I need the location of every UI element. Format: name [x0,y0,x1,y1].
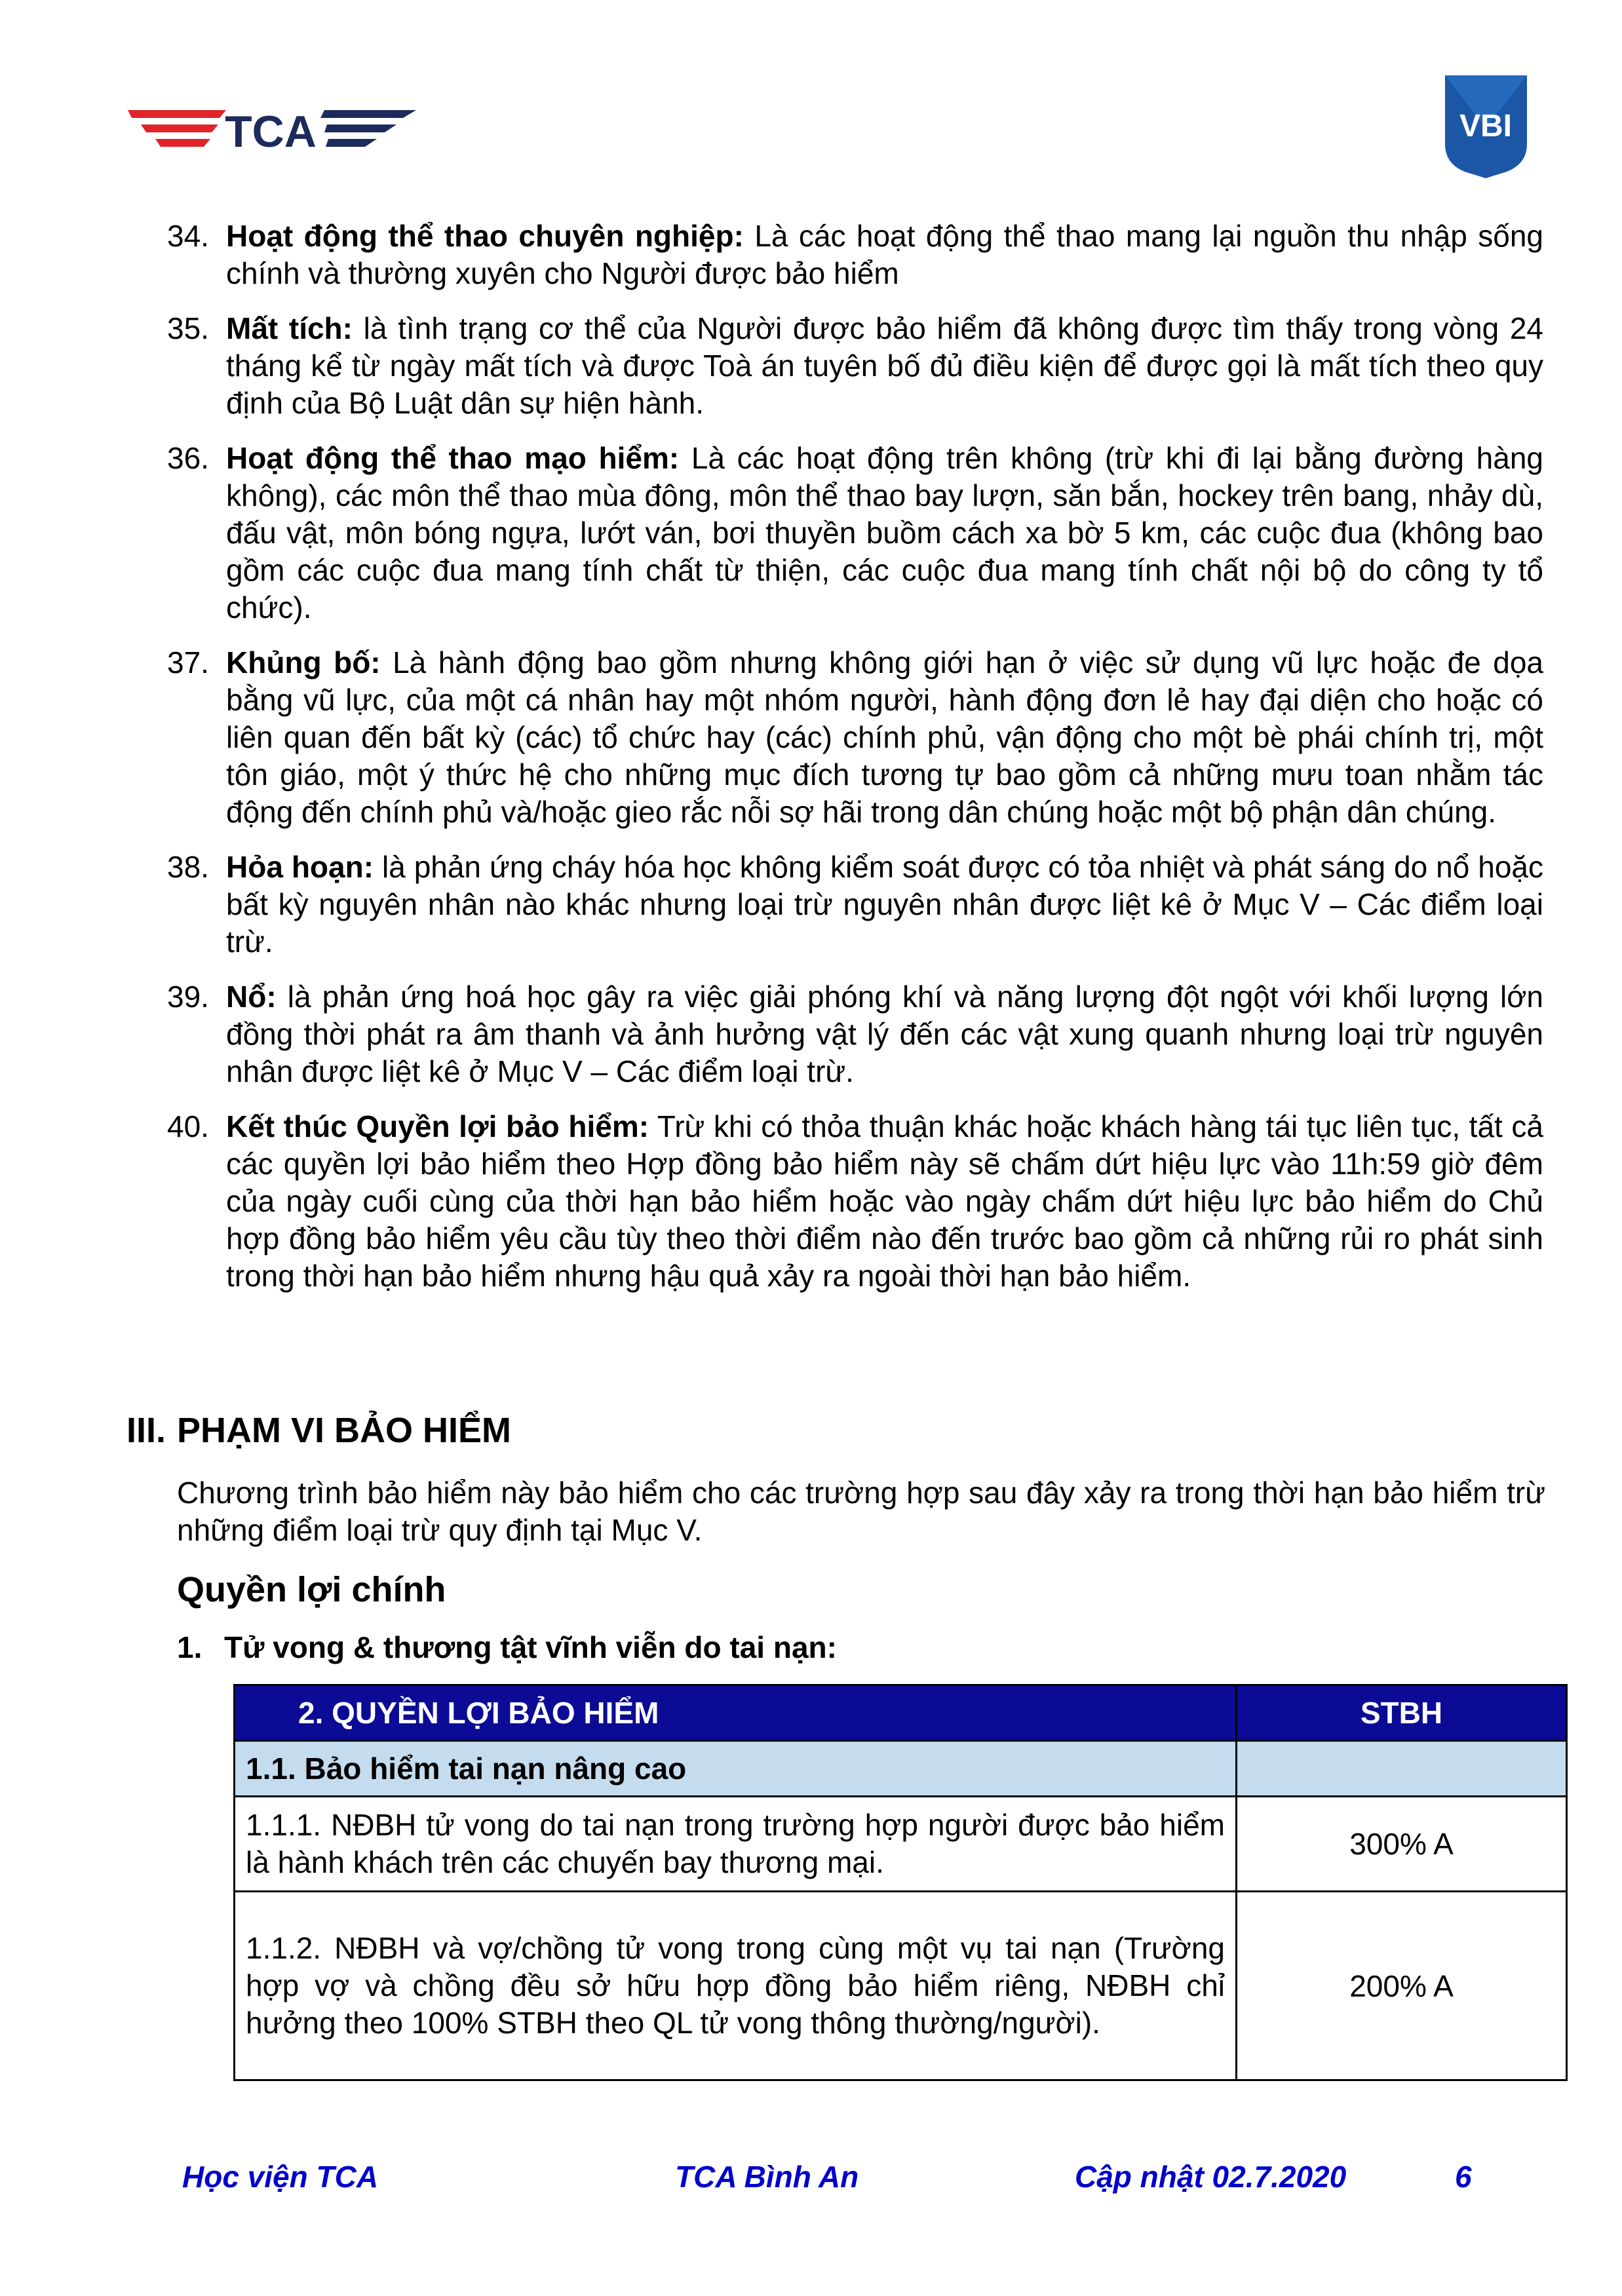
table-cell-desc: 1.1.2. NĐBH và vợ/chồng tử vong trong cùng một vụ tai nạn (Trường hợp vợ và chồng đều sở hữu hợp đồng bảo hiểm riêng, NĐBH chỉ hưởng theo 100% STBH theo QL tử vong thông thường/người). [235,1892,1237,2080]
item-heading [177,1630,837,1665]
subheading: Quyền lợi chính [177,1570,446,1609]
definition-term: Nổ: [226,980,277,1014]
definition-text: là phản ứng hoá học gây ra việc giải phóng khí và năng lượng đột ngột với khối lượng lớn đồng thời phát ra âm thanh và ảnh hưởng vật lý đến các vật xung quanh nhưng loại trừ nguyên nhân được liệt kê ở Mục V – Các điểm loại trừ. [226,980,1543,1088]
definition-item [167,310,1543,422]
section-intro: Chương trình bảo hiểm này bảo hiểm cho các trường hợp sau đây xảy ra trong thời hạn bảo hiểm trừ những điểm loại trừ quy định tại Mục V. [177,1476,1545,1547]
page-footer [0,2159,1622,2198]
definition-term: Mất tích: [226,311,353,345]
table-row [235,1892,1567,2080]
section-number: III. [126,1411,166,1450]
definition-term: Hoạt động thể thao chuyên nghiệp: [226,219,744,253]
definition-text: Là hành động bao gồm nhưng không giới hạn ở việc sử dụng vũ lực hoặc đe dọa bằng vũ lực, của một cá nhân hay một nhóm người, hành động đơn lẻ hay đại diện cho hoặc có liên quan đến bất kỳ (các) tổ chức hay (các) chính phủ, vận động cho một bè phái chính trị, một tôn giáo, một ý thức hệ cho những mục đích tương tự bao gồm cả những mưu toan nhằm tác động đến chính phủ và/hoặc gieo rắc nỗi sợ hãi trong dân chúng hoặc một bộ phận dân chúng. [226,645,1543,829]
item-number: 1. [177,1630,203,1664]
definition-item [167,978,1543,1090]
definition-term: Khủng bố: [226,645,381,679]
tca-logo [128,105,416,154]
footer-updated: Cập nhật 02.7.2020 [1075,2160,1347,2194]
table-category-label: 1.1. Bảo hiểm tai nạn nâng cao [235,1741,1237,1797]
definition-number: 40. [167,1109,209,1143]
benefits-table [233,1684,1568,2081]
definition-number: 39. [167,980,209,1014]
definition-number: 35. [167,311,209,345]
item-title: Tử vong & thương tật vĩnh viễn do tai nạn: [224,1630,837,1664]
definition-item [167,440,1543,626]
definition-text: là phản ứng cháy hóa học không kiểm soát được có tỏa nhiệt và phát sáng do nổ hoặc bất kỳ nguyên nhân nào khác nhưng loại trừ nguyên nhân được liệt kê ở Mục V – Các điểm loại trừ. [226,850,1543,959]
definition-text: Là các hoạt động trên không (trừ khi đi lại bằng đường hàng không), các môn thể thao mùa đông, môn thể thao bay lượn, săn bắn, hockey trên bang, nhảy dù, đấu vật, môn bóng ngựa, lướt ván, bơi thuyền buồm cách xa bờ 5 km, các cuộc đua (không bao gồm các cuộc đua mang tính chất từ thiện, các cuộc đua mang tính chất nội bộ do công ty tổ chức). [226,441,1543,624]
definition-item [167,849,1543,961]
svg-text:VBI: VBI [1459,109,1513,144]
table-header-benefits: 2. QUYỀN LỢI BẢO HIỂM [235,1685,1237,1741]
section-heading [126,1410,511,1451]
table-header-row [235,1685,1567,1741]
definition-term: Hỏa hoạn: [226,850,374,884]
definition-item [167,218,1543,292]
footer-left: Học viện TCA [182,2160,379,2194]
definition-number: 36. [167,441,209,475]
vbi-logo [1432,66,1540,180]
section-title: PHẠM VI BẢO HIỂM [177,1411,512,1450]
definition-number: 37. [167,645,209,679]
definition-term: Hoạt động thể thao mạo hiểm: [226,441,680,475]
definition-item [167,644,1543,831]
definition-number: 34. [167,219,209,253]
definition-text: Trừ khi có thỏa thuận khác hoặc khách hàng tái tục liên tục, tất cả các quyền lợi bảo hiểm theo Hợp đồng bảo hiểm này sẽ chấm dứt hiệu lực vào 11h:59 giờ đêm của ngày cuối cùng của thời hạn bảo hiểm hoặc vào ngày chấm dứt hiệu lực bảo hiểm do Chủ hợp đồng bảo hiểm yêu cầu tùy theo thời điểm nào đến trước bao gồm cả những rủi ro phát sinh trong thời hạn bảo hiểm nhưng hậu quả xảy ra ngoài thời hạn bảo hiểm. [226,1109,1543,1293]
page-number: 6 [1455,2160,1472,2194]
definition-number: 38. [167,850,209,884]
table-header-stbh: STBH [1237,1685,1567,1741]
table-row [235,1797,1567,1892]
definition-item [167,1108,1543,1295]
definitions-list [167,218,1543,1312]
table-cell-value: 200% A [1237,1892,1567,2080]
table-cell-desc: 1.1.1. NĐBH tử vong do tai nạn trong trường hợp người được bảo hiểm là hành khách trên các chuyến bay thương mại. [235,1797,1237,1892]
svg-text:TCA: TCA [225,107,317,154]
definition-text: Là các hoạt động thể thao mang lại nguồn thu nhập sống chính và thường xuyên cho Người được bảo hiểm [226,219,1543,290]
definition-text: là tình trạng cơ thể của Người được bảo hiểm đã không được tìm thấy trong vòng 24 tháng kể từ ngày mất tích và được Toà án tuyên bố đủ điều kiện để được gọi là mất tích theo quy định của Bộ Luật dân sự hiện hành. [226,311,1543,420]
table-category-row [235,1741,1567,1797]
definition-term: Kết thúc Quyền lợi bảo hiểm: [226,1109,649,1143]
table-category-value [1237,1741,1567,1797]
table-cell-value: 300% A [1237,1797,1567,1892]
footer-center: TCA Bình An [675,2160,859,2194]
